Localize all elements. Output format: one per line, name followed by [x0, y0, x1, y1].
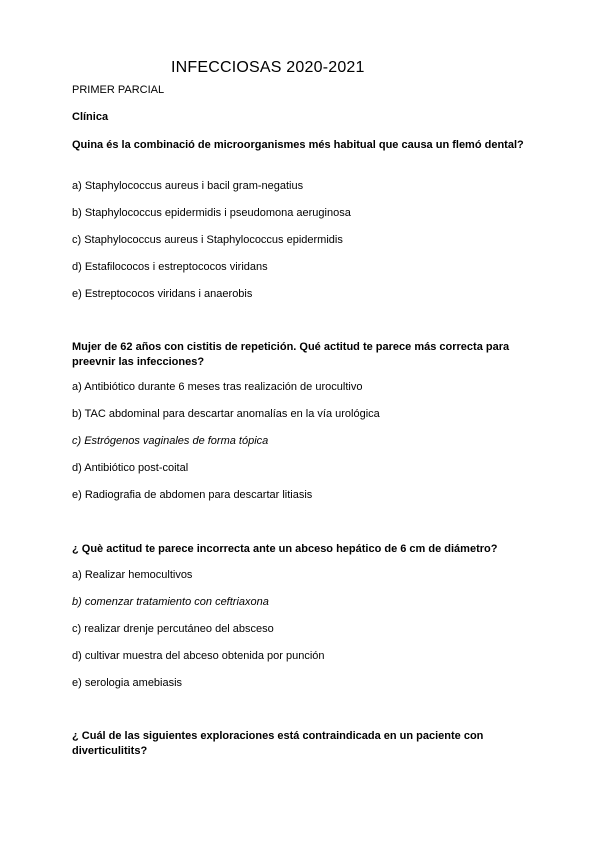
section-heading: Clínica — [72, 111, 109, 123]
question-1-option-a: a) Staphylococcus aureus i bacil gram-negatius — [72, 180, 304, 192]
question-3-option-d: d) cultivar muestra del abceso obtenida por punción — [72, 650, 325, 662]
question-1-option-e: e) Estreptococos viridans i anaerobis — [72, 288, 253, 300]
question-2-option-d: d) Antibiótico post-coital — [72, 462, 189, 474]
question-4-text: ¿ Cuál de las siguientes exploraciones está contraindicada en un paciente con diverticulitits? — [72, 730, 484, 757]
question-2-option-c: c) Estrógenos vaginales de forma tópica — [72, 435, 269, 447]
question-2-option-b: b) TAC abdominal para descartar anomalías en la vía urológica — [72, 408, 380, 420]
exam-subtitle: PRIMER PARCIAL — [72, 84, 165, 96]
question-1-option-b: b) Staphylococcus epidermidis i pseudomona aeruginosa — [72, 207, 351, 219]
question-2-option-e: e) Radiografia de abdomen para descartar litiasis — [72, 489, 313, 501]
question-3-text: ¿ Què actitud te parece incorrecta ante un abceso hepático de 6 cm de diámetro? — [72, 543, 498, 555]
document-title: INFECCIOSAS 2020-2021 — [171, 59, 365, 76]
question-2-option-a: a) Antibiótico durante 6 meses tras realización de urocultivo — [72, 381, 363, 393]
question-3-option-b: b) comenzar tratamiento con ceftriaxona — [72, 596, 269, 608]
question-1-option-c: c) Staphylococcus aureus i Staphylococcus epidermidis — [72, 234, 343, 246]
question-1-option-d: d) Estafilococos i estreptococos viridans — [72, 261, 268, 273]
question-2-text: Mujer de 62 años con cistitis de repetición. Qué actitud te parece más correcta para preevnir las infecciones? — [72, 341, 510, 368]
question-3-option-a: a) Realizar hemocultivos — [72, 569, 193, 581]
question-1-text: Quina és la combinació de microorganismes més habitual que causa un flemó dental? — [72, 139, 524, 151]
question-3-option-e: e) serologia amebiasis — [72, 677, 183, 689]
question-3-option-c: c) realizar drenje percutáneo del absceso — [72, 623, 274, 635]
